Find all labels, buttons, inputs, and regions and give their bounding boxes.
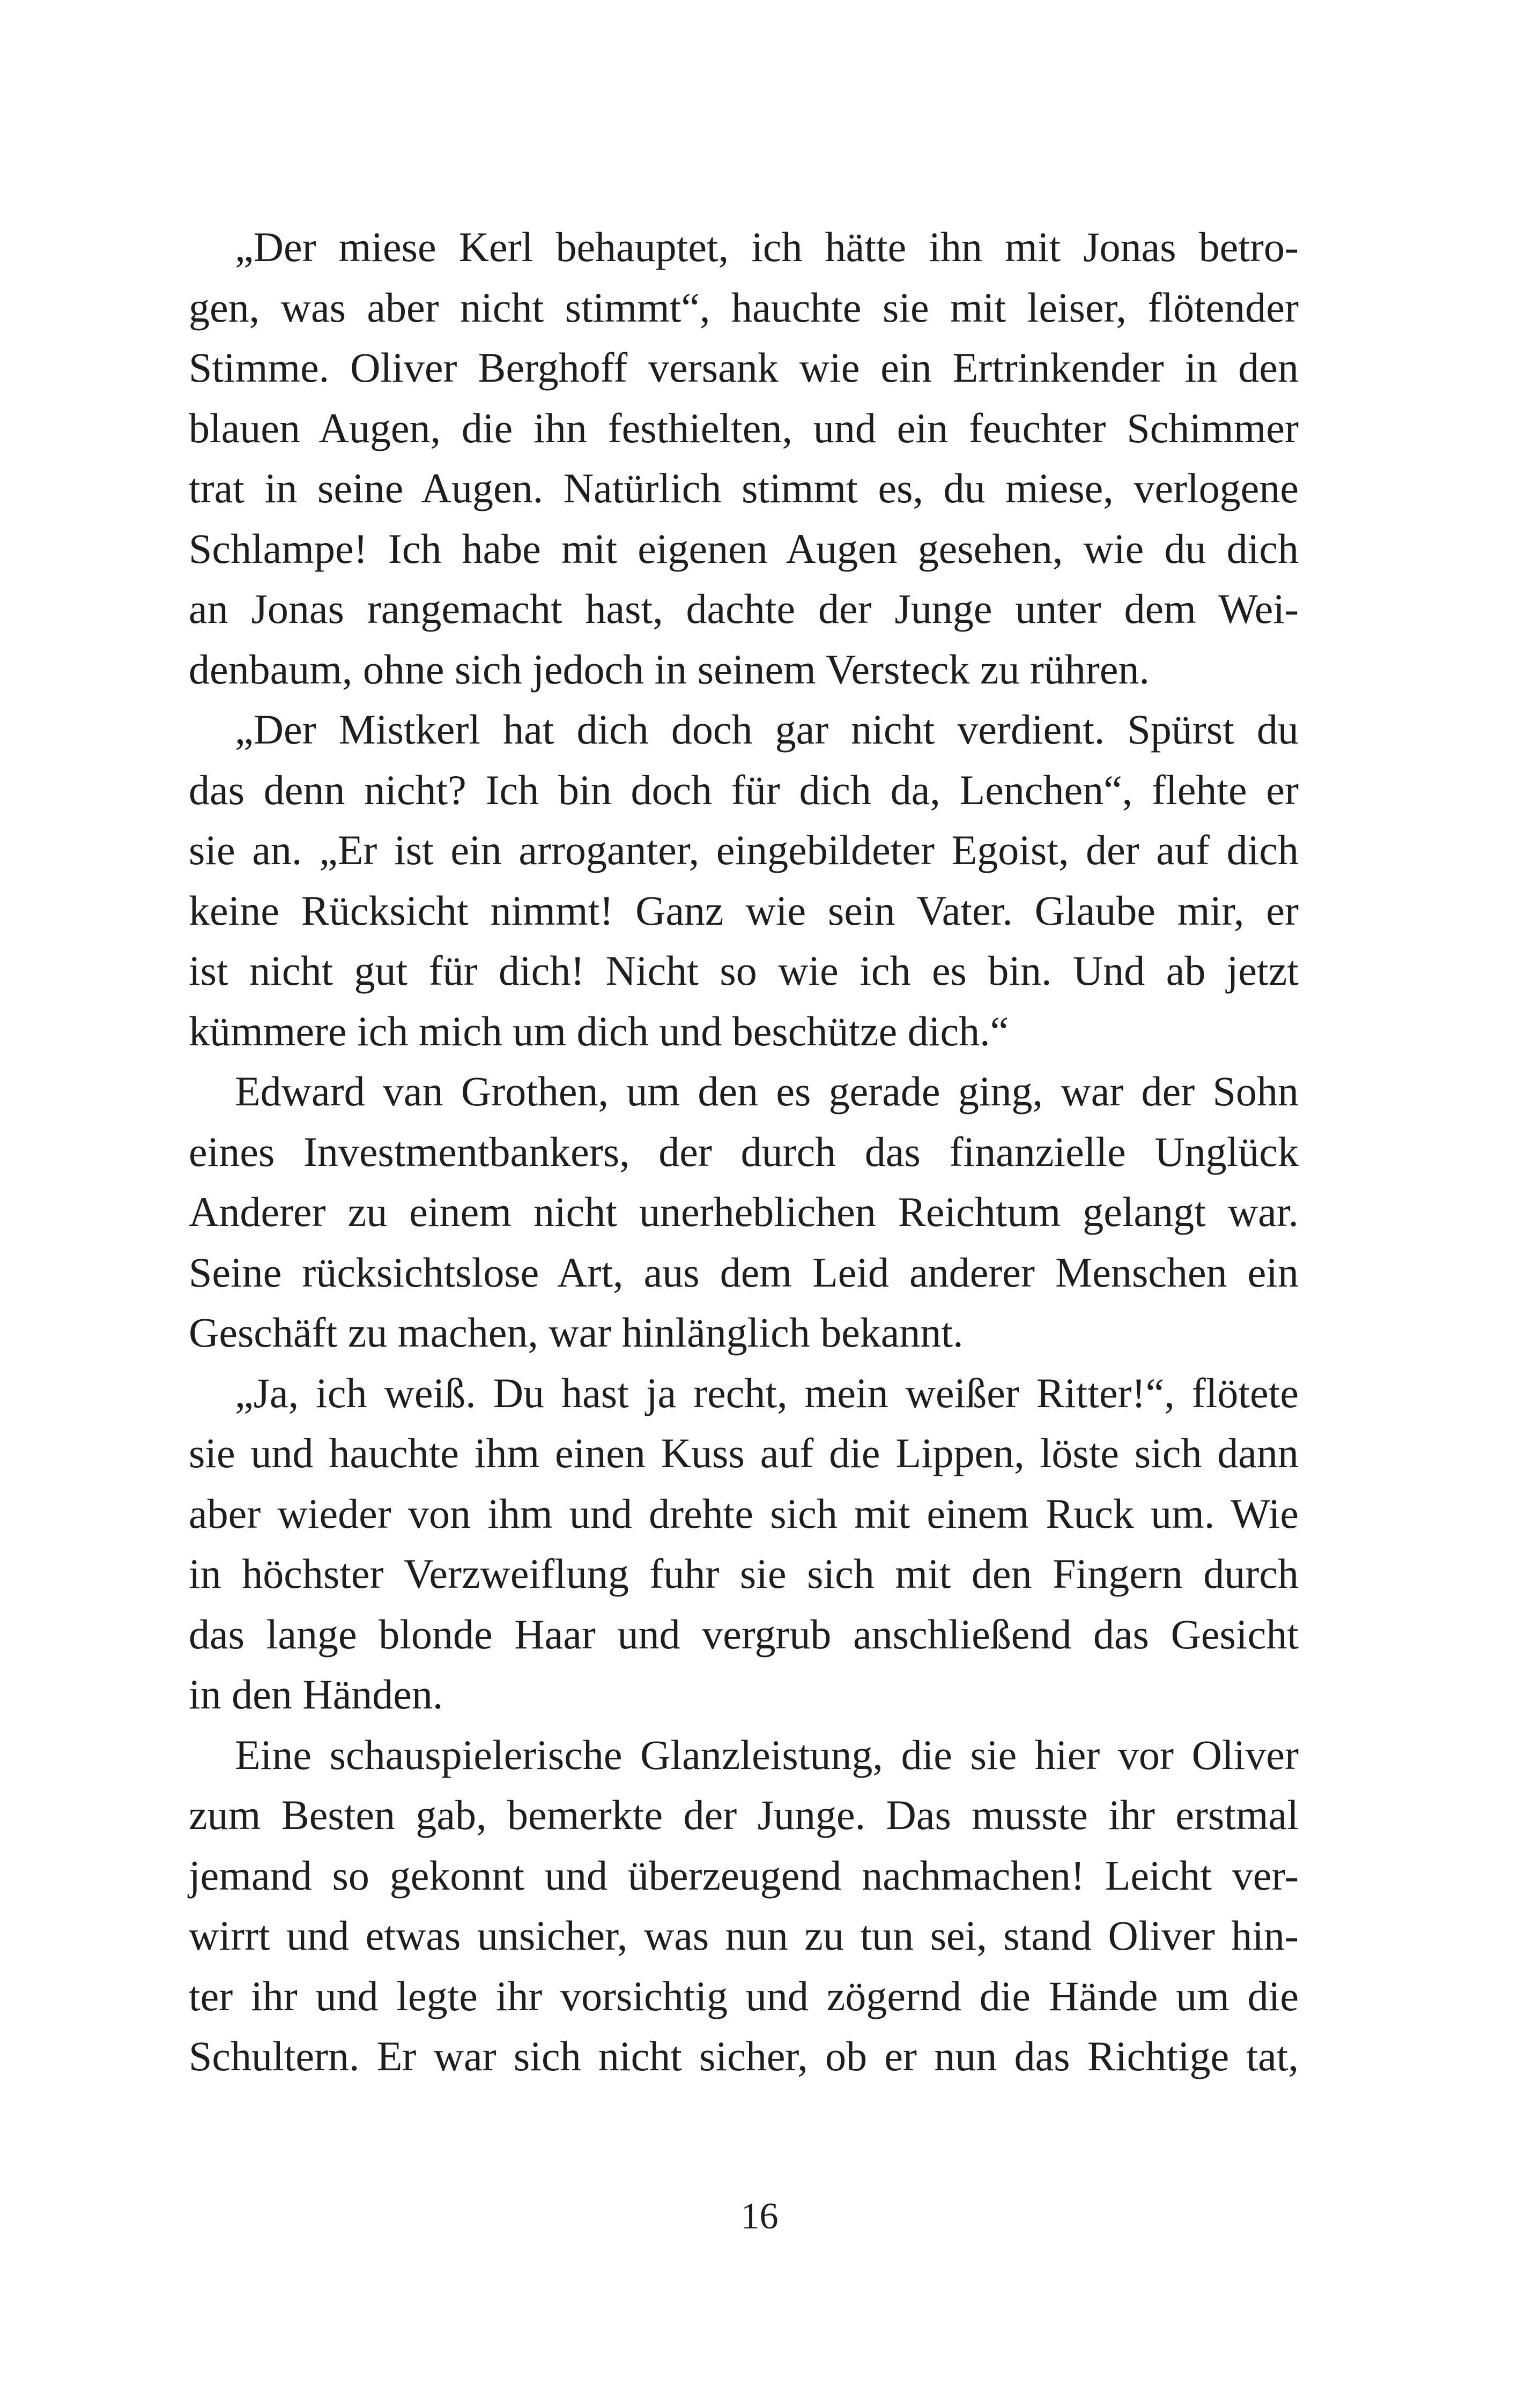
text-line: denbaum, ohne sich jedoch in seinem Versteck zu rühren. [189,645,1150,693]
text-line: Anderer zu einem nicht unerheblichen Reichtum gelangt war. [189,1188,1299,1235]
text-line: an Jonas rangemacht hast, dachte der Junge unter dem Wei- [189,585,1299,632]
text-line: Stimme. Oliver Berghoff versank wie ein Ertrinkender in den [189,344,1299,391]
text-line: trat in seine Augen. Natürlich stimmt es, du miese, verlogene [189,465,1299,511]
text-line: sie und hauchte ihm einen Kuss auf die Lippen, löste sich dann [189,1430,1299,1476]
text-line: Seine rücksichtslose Art, aus dem Leid anderer Menschen ein [189,1248,1299,1296]
text-line: Schultern. Er war sich nicht sicher, ob er nun das Richtige tat, [189,2033,1299,2079]
text-line: ter ihr und legte ihr vorsichtig und zögernd die Hände um die [189,1972,1299,2019]
text-line: jemand so gekonnt und überzeugend nachmachen! Leicht ver- [189,1852,1299,1899]
text-line: blauen Augen, die ihn festhielten, und ein feuchter Schimmer [189,404,1299,451]
body-text [189,217,1299,2087]
text-line: „Der Mistkerl hat dich doch gar nicht verdient. Spürst du [235,706,1299,753]
text-line: sie an. „Er ist ein arroganter, eingebildeter Egoist, der auf dich [189,827,1299,873]
text-line: ist nicht gut für dich! Nicht so wie ich es bin. Und ab jetzt [189,947,1299,994]
page-number: 16 [740,2196,779,2237]
text-line: das denn nicht? Ich bin doch für dich da, Lenchen“, flehte er [189,766,1299,813]
text-line: zum Besten gab, bemerkte der Junge. Das musste ihr erstmal [189,1792,1299,1838]
text-line: keine Rücksicht nimmt! Ganz wie sein Vater. Glaube mir, er [189,887,1299,934]
text-line: in höchster Verzweiflung fuhr sie sich mit den Fingern durch [189,1550,1299,1597]
text-line: in den Händen. [189,1671,443,1718]
text-line: wirrt und etwas unsicher, was nun zu tun sei, stand Oliver hin- [189,1912,1299,1959]
text-line: Eine schauspielerische Glanzleistung, die sie hier vor Oliver [235,1731,1299,1778]
text-line: kümmere ich mich um dich und beschütze dich.“ [189,1007,1009,1054]
text-line: das lange blonde Haar und vergrub anschließend das Gesicht [189,1610,1299,1658]
text-line: gen, was aber nicht stimmt“, hauchte sie mit leiser, flötender [189,284,1299,331]
text-line: Edward van Grothen, um den es gerade ging, war der Sohn [235,1068,1299,1114]
text-line: „Ja, ich weiß. Du hast ja recht, mein weißer Ritter!“, flötete [235,1369,1299,1416]
text-line: eines Investmentbankers, der durch das finanzielle Unglück [189,1128,1299,1175]
text-line: aber wieder von ihm und drehte sich mit einem Ruck um. Wie [189,1490,1299,1537]
text-line: „Der miese Kerl behauptet, ich hätte ihn mit Jonas betro- [235,224,1299,270]
text-line: Schlampe! Ich habe mit eigenen Augen gesehen, wie du dich [189,525,1299,572]
text-line: Geschäft zu machen, war hinlänglich bekannt. [189,1309,964,1356]
